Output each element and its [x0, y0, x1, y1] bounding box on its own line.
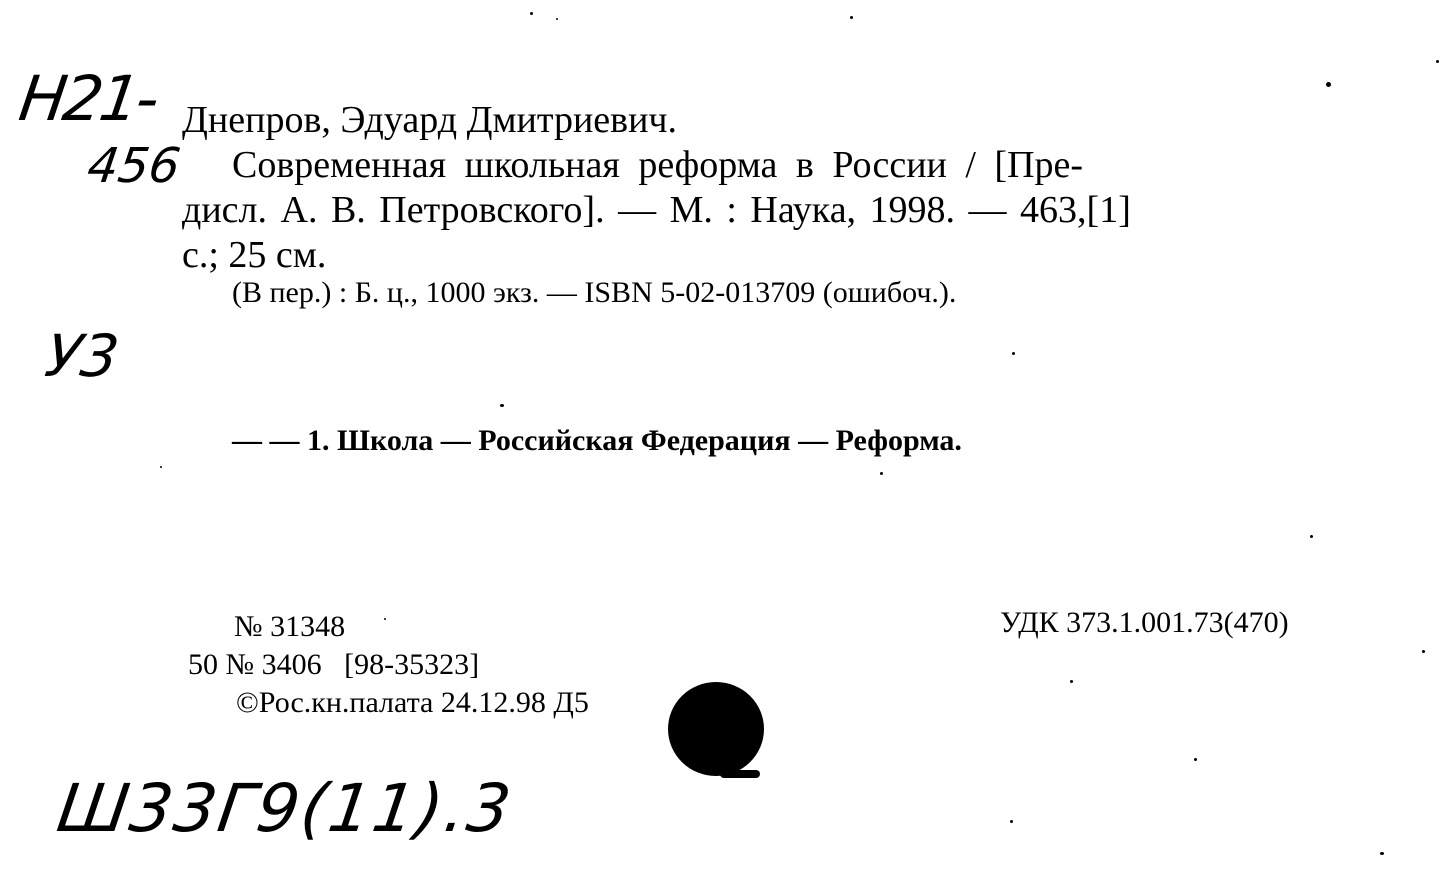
- speck: [160, 466, 162, 468]
- footer-book-chamber: ©Рос.кн.палата 24.12.98 Д5: [236, 686, 589, 719]
- speck: [1194, 758, 1197, 761]
- entry-title-line-3: с.; 25 см.: [182, 234, 327, 276]
- speck: [530, 12, 533, 15]
- handwritten-call-number-bottom: 456: [84, 138, 184, 194]
- handwritten-call-number-top: Н21-: [14, 62, 162, 135]
- speck: [1380, 852, 1384, 855]
- speck: [880, 472, 883, 475]
- speck: [556, 18, 558, 20]
- speck: [500, 404, 504, 407]
- speck: [1012, 352, 1015, 355]
- punched-hole-blot: [668, 682, 764, 776]
- footer-series: 50 № 3406 [98-35323]: [188, 648, 480, 681]
- speck: [1310, 535, 1313, 538]
- entry-title-line-2: дисл. А. В. Петровского]. — М. : Наука, 1998. — 463,[1]: [182, 189, 1131, 231]
- speck: [850, 16, 853, 19]
- footer-udc: УДК 373.1.001.73(470): [1000, 606, 1289, 639]
- entry-author: Днепров, Эдуард Дмитриевич.: [182, 99, 678, 141]
- speck: [1436, 60, 1439, 63]
- handwritten-mark-left: У3: [41, 322, 124, 390]
- subject-headings: — — 1. Школа — Российская Федерация — Реформа.: [232, 424, 962, 457]
- blot-smear: [720, 770, 760, 778]
- speck: [1422, 650, 1425, 653]
- speck: [384, 618, 386, 620]
- speck: [1070, 680, 1073, 683]
- footer-number: № 31348: [234, 610, 346, 643]
- entry-binding-line: (В пер.) : Б. ц., 1000 экз. — ISBN 5-02-013709 (ошибоч.).: [232, 276, 957, 309]
- speck: [1326, 82, 1331, 87]
- entry-title-line-1: Современная школьная реформа в России / [Пре-: [232, 144, 1084, 186]
- handwritten-shelf-mark: Ш33Г9(11).3: [52, 770, 518, 847]
- speck: [1010, 820, 1013, 823]
